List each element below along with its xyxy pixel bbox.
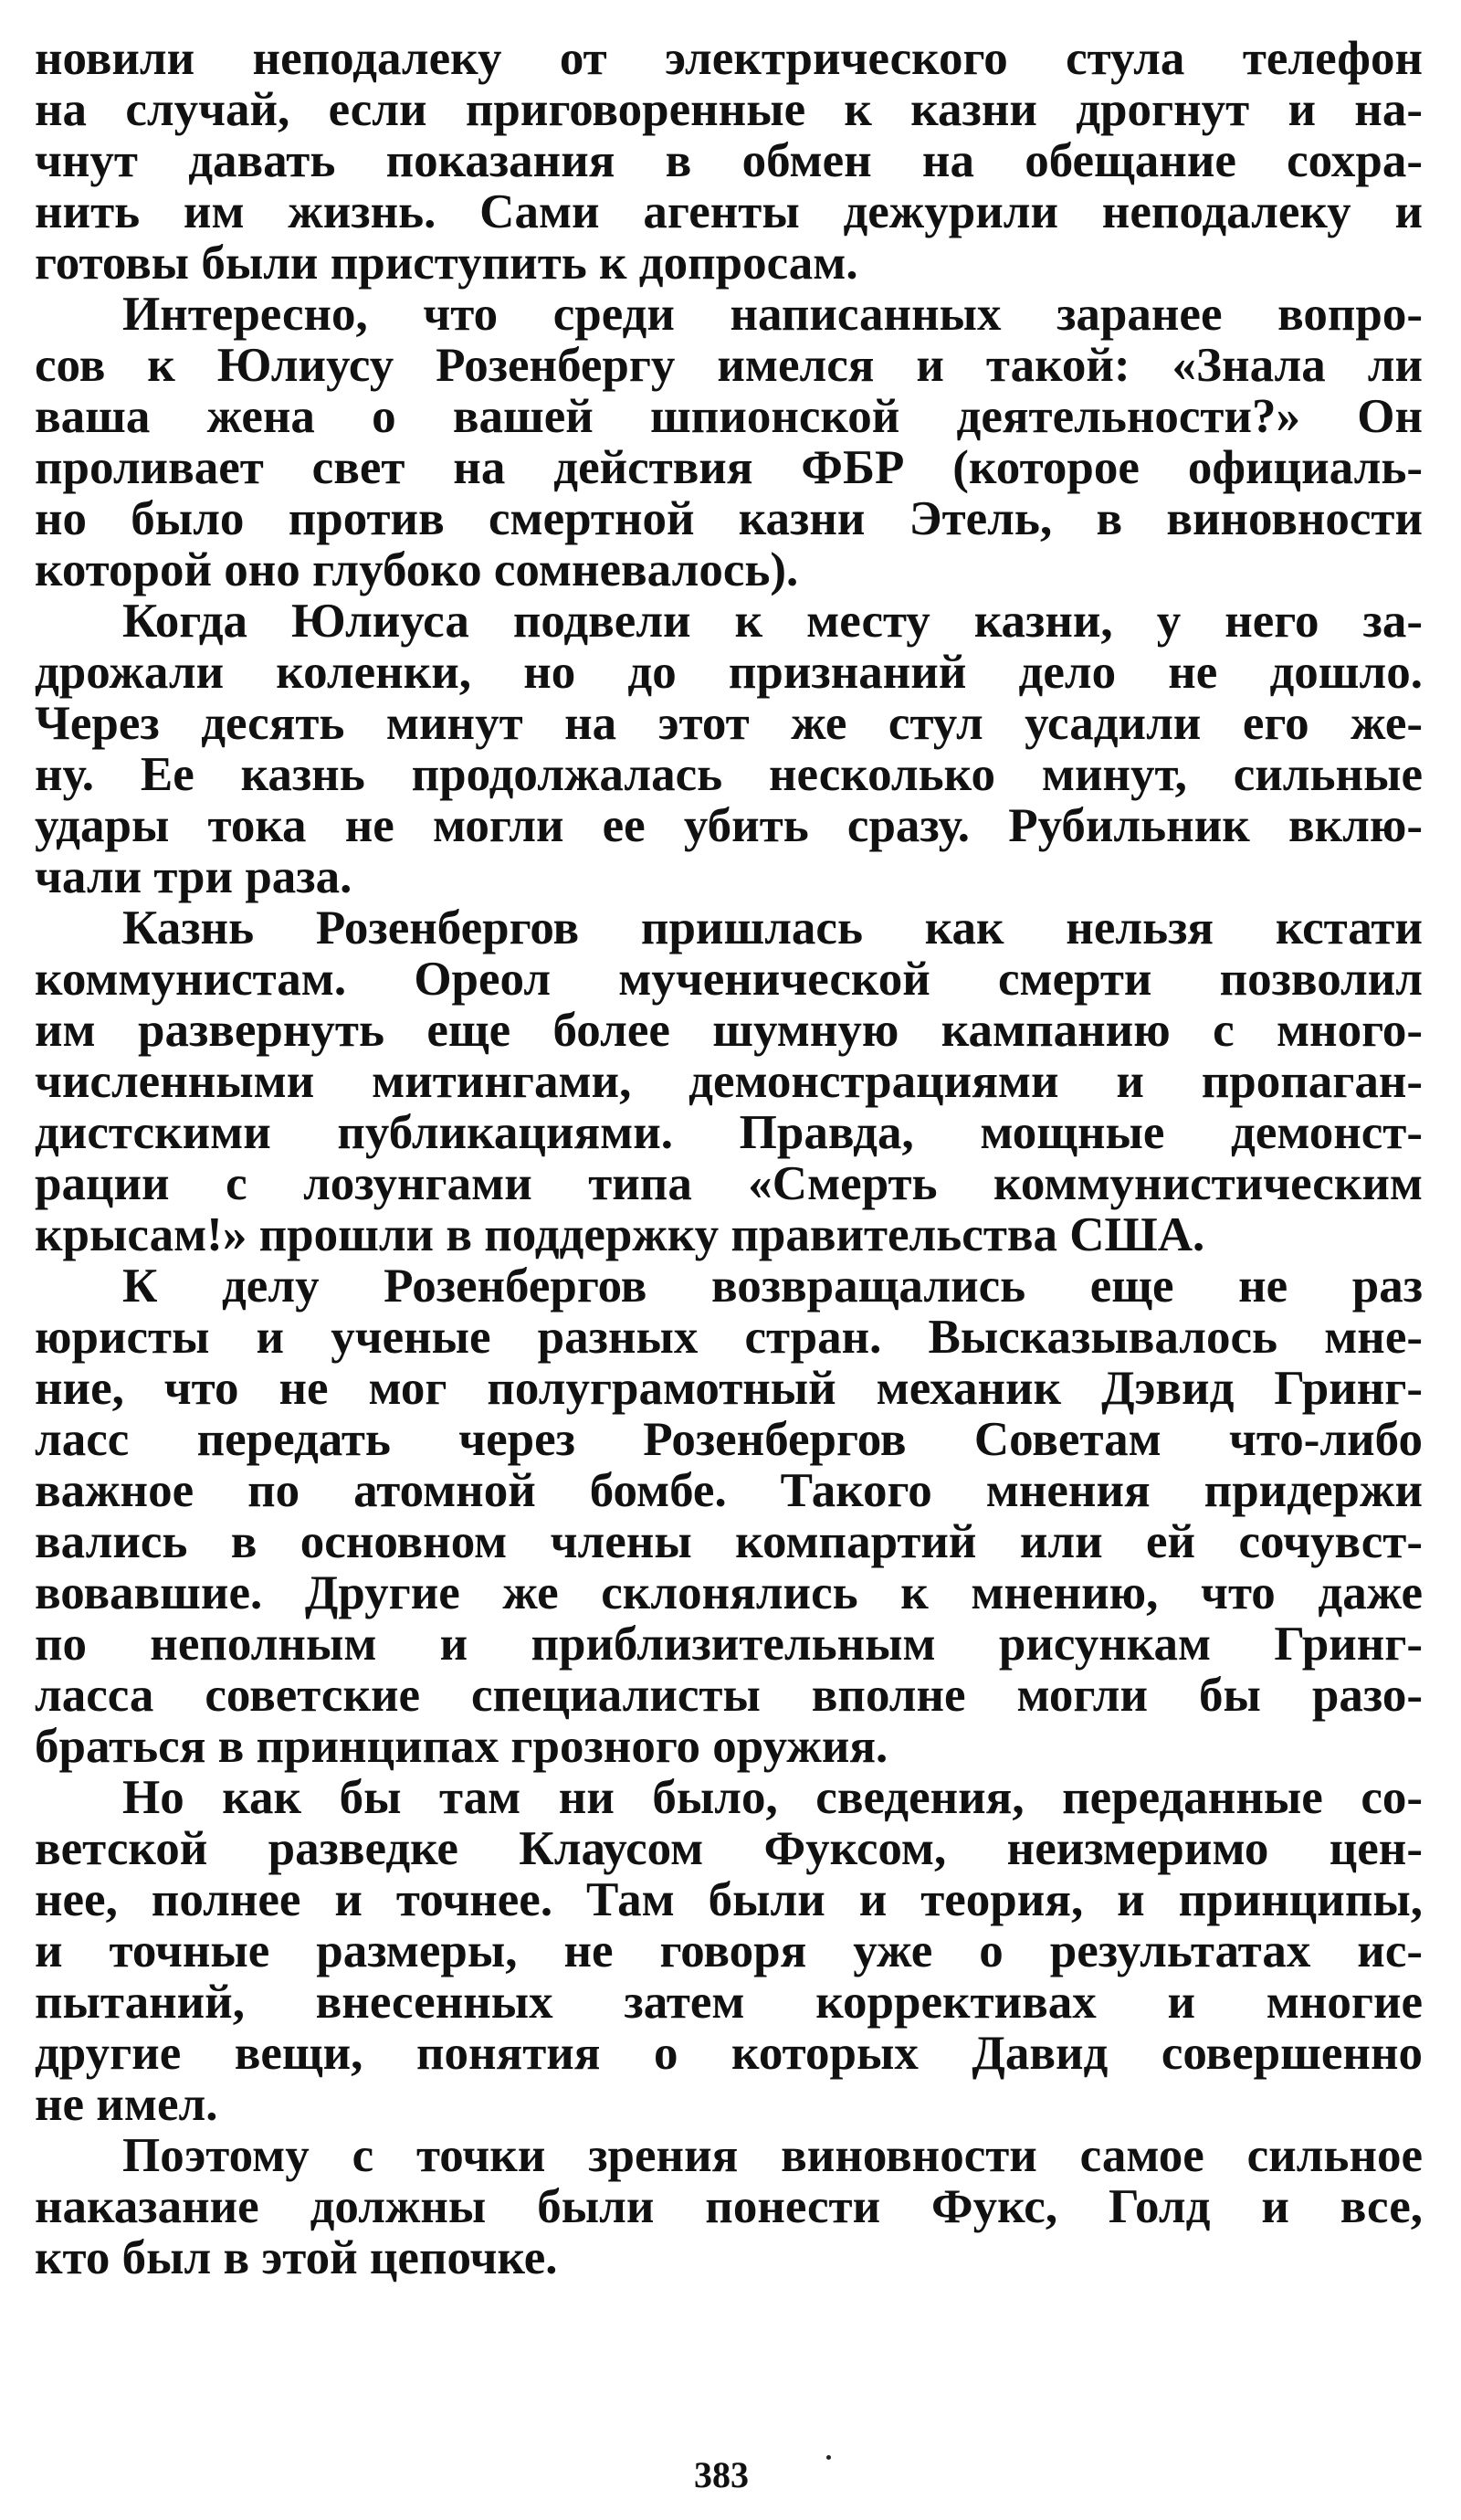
text-line: удары тока не могли ее убить сразу. Рубильник вклю- [35, 799, 1423, 852]
text-line: крысам!» прошли в поддержку правительства США. [35, 1208, 1205, 1261]
text-line: численными митингами, демонстрациями и пропаган- [35, 1055, 1423, 1108]
text-line: нее, полнее и точнее. Там были и теория, и принципы, [35, 1873, 1423, 1926]
text-line: другие вещи, понятия о которых Давид совершенно [35, 2027, 1423, 2080]
paragraph [35, 902, 1423, 1260]
paragraph [35, 289, 1423, 596]
text-line: важное по атомной бомбе. Такого мнения придержи [35, 1464, 1423, 1517]
text-line: им развернуть еще более шумную кампанию с много- [35, 1004, 1423, 1057]
text-line: пытаний, внесенных затем коррективах и многие [35, 1976, 1423, 2029]
text-line: проливает свет на действия ФБР (которое официаль- [35, 441, 1423, 494]
text-line: наказание должны были понести Фукс, Голд и все, [35, 2180, 1423, 2233]
text-line: Поэтому с точки зрения виновности самое сильное [122, 2129, 1423, 2182]
text-line: вовавшие. Другие же склонялись к мнению, что даже [35, 1566, 1423, 1619]
text-line: К делу Розенбергов возвращались еще не раз [122, 1260, 1423, 1313]
text-line: ну. Ее казнь продолжалась несколько минут, сильные [35, 748, 1423, 801]
text-line: по неполным и приблизительным рисункам Гринг- [35, 1618, 1423, 1671]
paragraph [35, 1772, 1423, 2130]
text-line: чали три раза. [35, 850, 352, 903]
text-line: юристы и ученые разных стран. Высказывалось мне- [35, 1311, 1423, 1364]
text-line: нить им жизнь. Сами агенты дежурили неподалеку и [35, 185, 1423, 238]
text-line: ветской разведке Клаусом Фуксом, неизмеримо цен- [35, 1822, 1423, 1875]
text-line: дистскими публикациями. Правда, мощные демонст- [35, 1106, 1423, 1159]
text-line: сов к Юлиусу Розенбергу имелся и такой: «Знала ли [35, 339, 1423, 392]
paragraph [35, 33, 1423, 289]
text-line: ласс передать через Розенбергов Советам что-либо [35, 1413, 1423, 1466]
text-line: ние, что не мог полуграмотный механик Дэвид Гринг- [35, 1362, 1423, 1415]
text-line: новили неподалеку от электрического стула телефон [35, 32, 1423, 85]
text-line: коммунистам. Ореол мученической смерти позволил [35, 953, 1423, 1006]
text-line: и точные размеры, не говоря уже о результатах ис- [35, 1924, 1423, 1977]
text-line: дрожали коленки, но до признаний дело не дошло. [35, 646, 1423, 699]
text-line: но было против смертной казни Этель, в виновности [35, 492, 1423, 545]
text-line: Интересно, что среди написанных заранее вопро- [122, 288, 1423, 341]
text-line: Но как бы там ни было, сведения, переданные со- [122, 1771, 1423, 1824]
text-line: которой оно глубоко сомневалось). [35, 543, 799, 596]
paragraph [35, 596, 1423, 902]
text-line: Через десять минут на этот же стул усадили его же- [35, 697, 1423, 750]
text-line: не имел. [35, 2078, 218, 2131]
text-line: чнут давать показания в обмен на обещание сохра- [35, 134, 1423, 187]
paragraph [35, 2130, 1423, 2283]
text-line: Когда Юлиуса подвели к месту казни, у него за- [122, 595, 1423, 648]
page-number: 383 [694, 2454, 749, 2495]
text-line: на случай, если приговоренные к казни дрогнут и на- [35, 83, 1423, 136]
text-line: ласса советские специалисты вполне могли бы разо- [35, 1669, 1423, 1722]
text-line: вались в основном члены компартий или ей сочувст- [35, 1515, 1423, 1568]
text-line: браться в принципах грозного оружия. [35, 1720, 888, 1773]
text-line: готовы были приступить к допросам. [35, 237, 858, 290]
print-speck [826, 2455, 831, 2460]
text-line: рации с лозунгами типа «Смерть коммунистическим [35, 1157, 1423, 1210]
paragraph [35, 1260, 1423, 1772]
text-line: ваша жена о вашей шпионской деятельности?» Он [35, 390, 1423, 443]
book-page-text [35, 33, 1423, 2283]
text-line: Казнь Розенбергов пришлась как нельзя кстати [122, 902, 1423, 954]
text-line: кто был в этой цепочке. [35, 2231, 558, 2284]
